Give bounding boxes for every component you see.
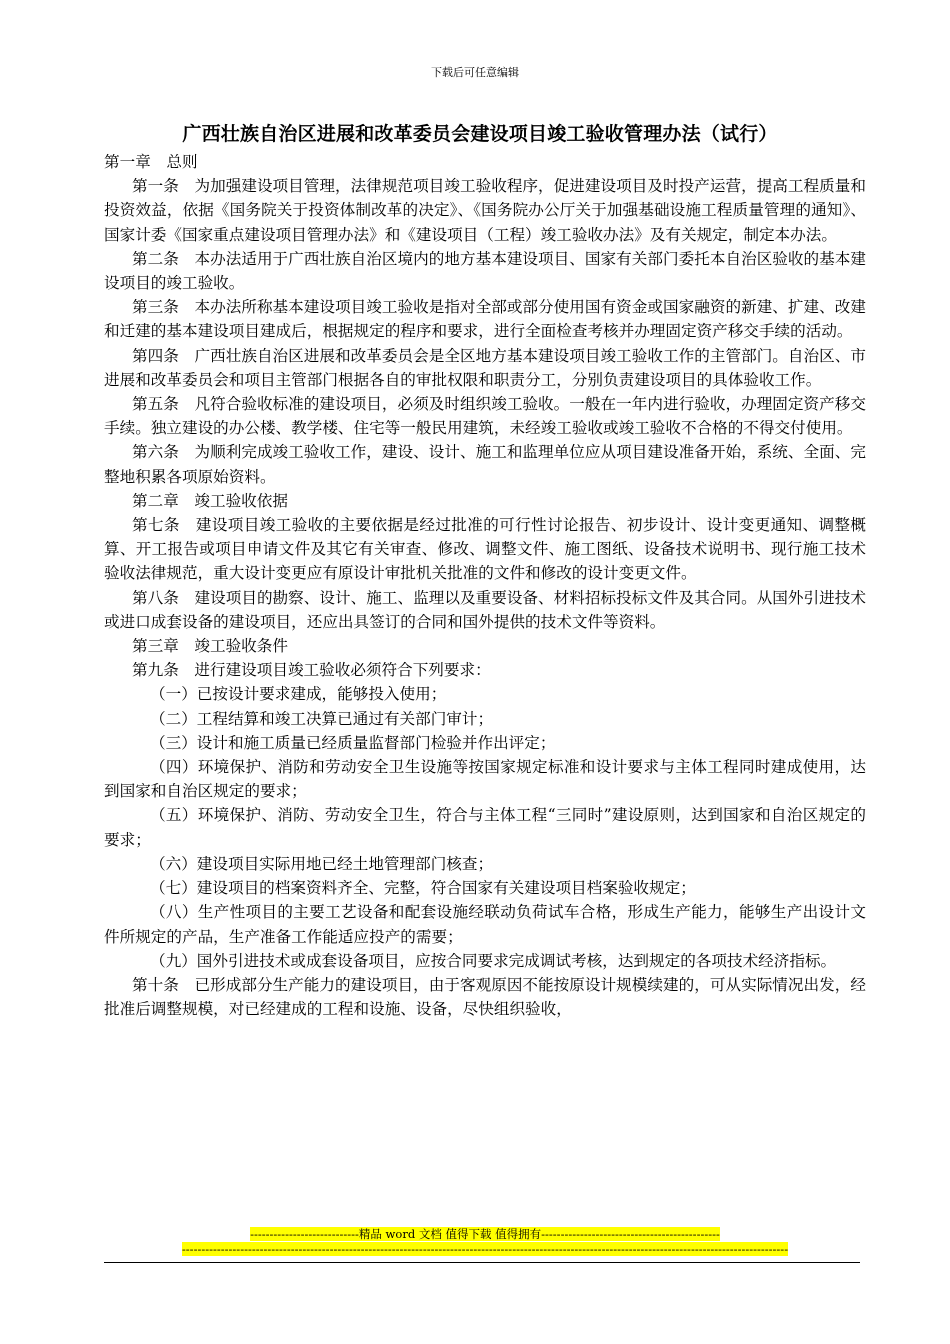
- list-item: （三）设计和施工质量已经质量监督部门检验并作出评定；: [150, 733, 556, 752]
- list-item: （四）环境保护、消防和劳动安全卫生设施等按国家规定标准和设计要求与主体工程同时建成使用，达到国家和自治区规定的要求；: [104, 758, 866, 801]
- article-8: 第八条 建设项目的勘察、设计、施工、监理以及重要设备、材料招标投标文件及其合同。从国外引进技术或进口成套设备的建设项目，还应出具签订的合同和国外提供的技术文件等资料。: [104, 588, 866, 631]
- article-9: 第九条 进行建设项目竣工验收必须符合下列要求：: [132, 661, 491, 680]
- footer-banner-text: ----------------------------精品 word 文档 值得下载 值得拥有----------------------------------------------: [250, 1227, 720, 1241]
- article-3: 第三条 本办法所称基本建设项目竣工验收是指对全部或部分使用国有资金或国家融资的新建、扩建、改建和迁建的基本建设项目建成后，根据规定的程序和要求，进行全面检查考核并办理固定资产移交手续的活动。: [104, 298, 866, 341]
- page-footer: [104, 1227, 866, 1257]
- list-item: （六）建设项目实际用地已经土地管理部门核查；: [150, 854, 494, 873]
- list-item: （九）国外引进技术或成套设备项目，应按合同要求完成调试考核，达到规定的各项技术经济指标。: [150, 951, 837, 970]
- list-item: （八）生产性项目的主要工艺设备和配套设施经联动负荷试车合格，形成生产能力，能够生产出设计文件所规定的产品，生产准备工作能适应投产的需要；: [104, 903, 866, 946]
- article-10: 第十条 已形成部分生产能力的建设项目，由于客观原因不能按原设计规模续建的，可从实际情况出发，经批准后调整规模，对已经建成的工程和设施、设备，尽快组织验收，: [104, 975, 866, 1019]
- footer-line-1: [104, 1227, 866, 1242]
- document-title: 广西壮族自治区进展和改革委员会建设项目竣工验收管理办法（试行）: [182, 123, 778, 145]
- list-item: （二）工程结算和竣工决算已通过有关部门审计；: [150, 709, 494, 728]
- footer-line-2: [104, 1242, 866, 1257]
- chapter-heading-1: 第一章 总则: [104, 153, 198, 171]
- footer-divider: [104, 1262, 860, 1263]
- chapter-heading-2: 第二章 竣工验收依据: [132, 491, 288, 510]
- article-7: 第七条 建设项目竣工验收的主要依据是经过批准的可行性讨论报告、初步设计、设计变更通知、调整概算、开工报告或项目申请文件及其它有关审查、修改、调整文件、施工图纸、设备技术说明书、现行施工技术验收法律规范，重大设计变更应有原设计审批机关批准的文件和修改的设计变更文件。: [104, 516, 866, 583]
- list-item: （五）环境保护、消防、劳动安全卫生，符合与主体工程“三同时”建设原则，达到国家和自治区规定的要求；: [104, 806, 866, 849]
- article-5: 第五条 凡符合验收标准的建设项目，必须及时组织竣工验收。一般在一年内进行验收，办理固定资产移交手续。独立建设的办公楼、教学楼、住宅等一般民用建筑，未经竣工验收或竣工验收不合格的不得交付使用。: [104, 395, 866, 438]
- article-1: 第一条 为加强建设项目管理，法律规范项目竣工验收程序，促进建设项目及时投产运营，提高工程质量和投资效益，依据《国务院关于投资体制改革的决定》、《国务院办公厅关于加强基础设施工程质量管理的通知》、国家计委《国家重点建设项目管理办法》和《建设项目（工程）竣工验收办法》及有关规定，制定本办法。: [104, 177, 866, 244]
- article-4: 第四条 广西壮族自治区进展和改革委员会是全区地方基本建设项目竣工验收工作的主管部门。自治区、市进展和改革委员会和项目主管部门根据各自的审批权限和职责分工，分别负责建设项目的具体验收工作。: [104, 346, 866, 389]
- header-note: 下载后可任意编辑: [431, 66, 519, 79]
- article-2: 第二条 本办法适用于广西壮族自治区境内的地方基本建设项目、国家有关部门委托本自治区验收的基本建设项目的竣工验收。: [104, 249, 866, 293]
- chapter-heading-3: 第三章 竣工验收条件: [132, 637, 288, 656]
- article-6: 第六条 为顺利完成竣工验收工作，建设、设计、施工和监理单位应从项目建设准备开始，系统、全面、完整地积累各项原始资料。: [104, 443, 866, 486]
- footer-dashes: ------------------------------------------------------------------------------------------------------------------------------------------------------------: [181, 1242, 789, 1256]
- document-body: [104, 150, 866, 1021]
- list-item: （七）建设项目的档案资料齐全、完整，符合国家有关建设项目档案验收规定；: [150, 879, 696, 898]
- list-item: （一）已按设计要求建成，能够投入使用；: [150, 685, 447, 704]
